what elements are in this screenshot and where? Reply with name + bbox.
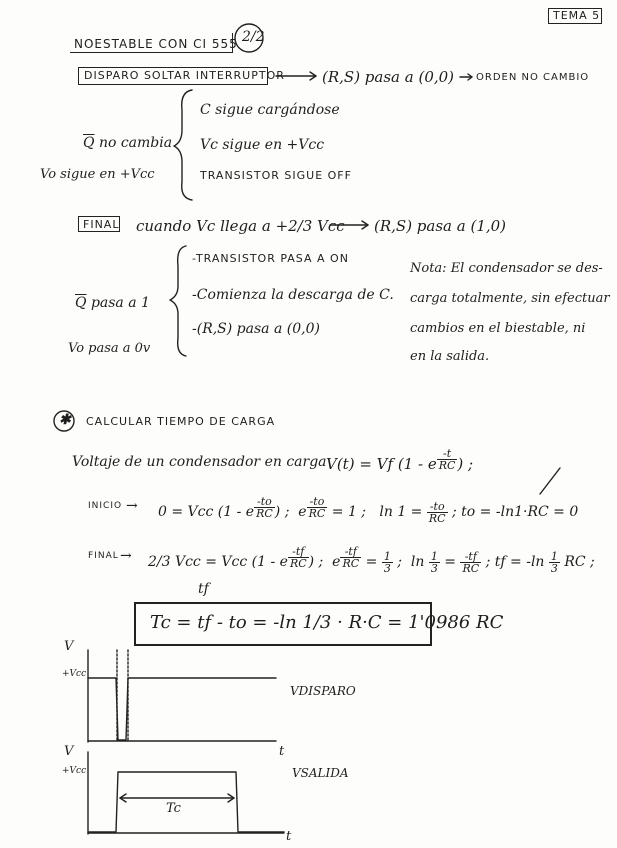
tick-mark [540, 468, 560, 494]
inicio-equation: 0 = Vcc (1 - e $^{\frac{-to}{RC}}$ ) ; e $^{\frac{-to}{RC}}$ = 1 ; ln 1 = $\frac{-to}{RC}$ ; to = -ln1·RC = 0 [158, 495, 579, 525]
rs-transition-2: (R,S) pasa a (1,0) [374, 217, 507, 235]
final-equation: 2/3 Vcc = Vcc (1 - e $^{\frac{-tf}{RC}}$ ) ; e $^{\frac{-tf}{RC}}$ = $\frac{1}{3}$ ; ln $\frac{1}{3}$ = $\frac{-tf}{RC}$ ; tf = -ln $\frac{1}{3}$ RC ; [148, 545, 595, 575]
graph2-v-axis: V [64, 744, 74, 759]
vt-formula-text: V(t) = Vf (1 - e [326, 455, 437, 473]
item-rs-pasa: -(R,S) pasa a (0,0) [192, 321, 320, 337]
graph1-v-axis: V [64, 639, 74, 654]
q-pasa: $\overline{Q}$ pasa a 1 [75, 295, 150, 311]
section-heading: CALCULAR TIEMPO DE CARGA [86, 415, 276, 428]
orden-no-cambio: ORDEN NO CAMBIO [476, 72, 590, 83]
inicio-label: INICIO [88, 501, 123, 511]
graph2-vcc: +Vcc [62, 766, 87, 776]
disparo-label: DISPARO SOLTAR INTERRUPTOR [84, 69, 285, 82]
item-comienza: -Comienza la descarga de C. [192, 287, 394, 303]
result-formula: Tc = tf - to = -ln 1/3 · R·C = 1'0986 RC [150, 612, 504, 633]
brace-1 [174, 90, 192, 200]
final-eq-text: 2/3 Vcc = Vcc (1 - e [148, 554, 288, 571]
salida-signal [88, 772, 284, 832]
q-no-cambia-text: no cambia [98, 135, 173, 151]
vsalida-label: VSALIDA [292, 766, 349, 780]
nota-line-1: Nota: El condensador se des- [410, 261, 603, 276]
final-calc-label: FINAL [88, 551, 119, 561]
nota-line-3: cambios en el biestable, ni [410, 321, 586, 336]
item-c-sigue: C sigue cargándose [200, 102, 340, 118]
disparo-signal [88, 678, 276, 740]
inicio-eq-text: 0 = Vcc (1 - e [158, 504, 255, 521]
rs-transition-1: (R,S) pasa a (0,0) [322, 68, 455, 86]
page-title: NOESTABLE CON CI 555 [74, 37, 238, 51]
vt-formula: V(t) = Vf (1 - e $^{\frac{-t}{RC}}$ ) ; [326, 447, 474, 473]
vdisparo-label: VDISPARO [290, 684, 356, 698]
tf-label: tf [198, 581, 209, 597]
item-transistor-off: TRANSISTOR SIGUE OFF [200, 169, 352, 182]
nota-line-4: en la salida. [410, 349, 490, 364]
voltaje-line: Voltaje de un condensador en carga [72, 454, 327, 470]
tc-label: Tc [166, 801, 181, 816]
page-fraction: 2/2 [242, 29, 265, 45]
item-vc-sigue: Vc sigue en +Vcc [200, 137, 325, 153]
vo-pasa: Vo pasa a 0v [68, 341, 151, 356]
item-transistor-on: -TRANSISTOR PASA A ON [192, 252, 349, 265]
graph2-t-axis: t [286, 829, 292, 844]
graph1-vcc: +Vcc [62, 669, 87, 679]
final-label: FINAL [83, 218, 120, 231]
graph1-t-axis: t [279, 744, 285, 759]
q-no-cambia: $\overline{Q}$ no cambia [83, 135, 173, 151]
inicio-arrow-icon: → [126, 498, 138, 514]
vo-sigue: Vo sigue en +Vcc [40, 167, 155, 182]
nota-line-2: carga totalmente, sin efectuar [410, 291, 610, 306]
q-pasa-text: pasa a 1 [90, 295, 150, 311]
brace-2 [170, 246, 186, 356]
star-bullet-icon: ✱ [59, 412, 71, 428]
final-arrow-icon: → [120, 548, 132, 564]
final-condition: cuando Vc llega a +2/3 Vcc [136, 217, 345, 235]
tema-label: TEMA 5 [553, 9, 601, 22]
fraction-circle [235, 24, 263, 52]
star-circle [54, 411, 74, 431]
